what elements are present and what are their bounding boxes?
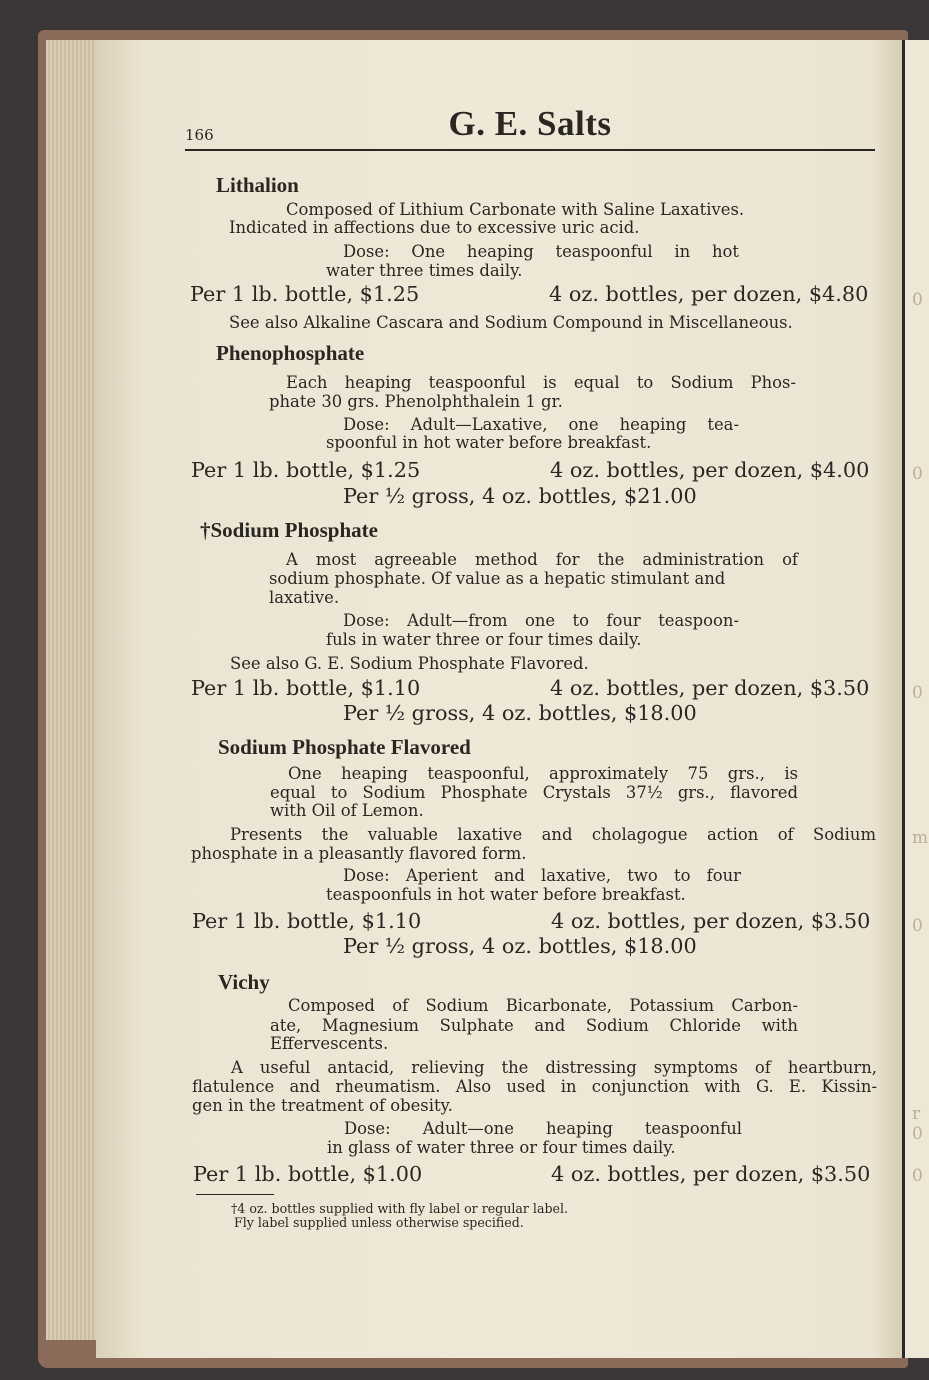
lithalion-dose: water three times daily.: [326, 261, 523, 280]
footnote-rule: [196, 1194, 274, 1195]
flavored-dose: Dose: Aperient and laxative, two to four: [343, 866, 741, 885]
sodium-phosphate-price-bottle: Per 1 lb. bottle, $1.10: [191, 676, 421, 700]
page-title: G. E. Salts: [448, 104, 612, 143]
facing-page-edge: [902, 40, 929, 1358]
vichy-price-bottle: Per 1 lb. bottle, $1.00: [193, 1162, 423, 1186]
sodium-phosphate-desc: A most agreeable method for the administration of: [286, 550, 798, 569]
vichy-desc: ate, Magnesium Sulphate and Sodium Chloride with: [270, 1016, 798, 1035]
phenophosphate-price-gross: Per ½ gross, 4 oz. bottles, $21.00: [343, 484, 697, 508]
flavored-presents: Presents the valuable laxative and cholagogue action of Sodium: [230, 825, 876, 844]
lithalion-see-also: See also Alkaline Cascara and Sodium Compound in Miscellaneous.: [229, 313, 793, 332]
sodium-phosphate-see-also: See also G. E. Sodium Phosphate Flavored.: [230, 654, 589, 673]
flavored-presents: phosphate in a pleasantly flavored form.: [191, 844, 527, 863]
edge-mark: 0: [912, 683, 923, 703]
sodium-phosphate-desc: sodium phosphate. Of value as a hepatic stimulant and: [269, 569, 726, 588]
edge-mark: 0: [912, 290, 923, 310]
sodium-phosphate-dose: Dose: Adult—from one to four teaspoon-: [343, 611, 739, 630]
vichy-dose: in glass of water three or four times daily.: [327, 1138, 676, 1157]
flavored-price-bottle: Per 1 lb. bottle, $1.10: [192, 909, 422, 933]
lithalion-dose: Dose: One heaping teaspoonful in hot: [343, 242, 739, 261]
phenophosphate-dose: Dose: Adult—Laxative, one heaping tea-: [343, 415, 739, 434]
vichy-heading: Vichy: [218, 970, 270, 994]
sodium-phosphate-heading: †Sodium Phosphate: [200, 518, 378, 542]
edge-mark: 0: [912, 1124, 923, 1144]
edge-mark: 0: [912, 464, 923, 484]
lithalion-heading: Lithalion: [216, 173, 299, 197]
phenophosphate-dose: spoonful in hot water before breakfast.: [326, 433, 652, 452]
sodium-phosphate-price-dozen: 4 oz. bottles, per dozen, $3.50: [550, 676, 870, 700]
lithalion-price-dozen: 4 oz. bottles, per dozen, $4.80: [549, 282, 869, 306]
sodium-phosphate-dose: fuls in water three or four times daily.: [326, 630, 642, 649]
vichy-usage: A useful antacid, relieving the distressing symptoms of heartburn,: [231, 1058, 877, 1077]
lithalion-desc: Composed of Lithium Carbonate with Saline Laxatives.: [286, 200, 745, 219]
footnote-line: Fly label supplied unless otherwise specified.: [234, 1215, 524, 1230]
phenophosphate-desc: phate 30 grs. Phenolphthalein 1 gr.: [269, 392, 563, 411]
phenophosphate-desc: Each heaping teaspoonful is equal to Sodium Phos-: [286, 373, 796, 392]
flavored-desc: One heaping teaspoonful, approximately 75 grs., is: [288, 764, 798, 783]
vichy-desc: Effervescents.: [270, 1034, 389, 1053]
page-number: 166: [185, 126, 214, 144]
footnote-line: †4 oz. bottles supplied with fly label or regular label.: [231, 1201, 568, 1216]
sodium-phosphate-desc: laxative.: [269, 588, 340, 607]
header-rule: [185, 149, 875, 151]
edge-mark: r: [912, 1104, 921, 1124]
phenophosphate-price-bottle: Per 1 lb. bottle, $1.25: [191, 458, 421, 482]
edge-mark: 0: [912, 1166, 923, 1186]
vichy-dose: Dose: Adult—one heaping teaspoonful: [344, 1119, 742, 1138]
lithalion-desc: Indicated in affections due to excessive uric acid.: [229, 218, 640, 237]
vichy-desc: Composed of Sodium Bicarbonate, Potassium Carbon-: [288, 996, 798, 1015]
flavored-desc: with Oil of Lemon.: [270, 801, 424, 820]
phenophosphate-heading: Phenophosphate: [216, 341, 365, 365]
phenophosphate-price-dozen: 4 oz. bottles, per dozen, $4.00: [550, 458, 870, 482]
sodium-phosphate-price-gross: Per ½ gross, 4 oz. bottles, $18.00: [343, 701, 697, 725]
edge-mark: m: [912, 828, 929, 848]
vichy-usage: gen in the treatment of obesity.: [192, 1096, 453, 1115]
flavored-price-gross: Per ½ gross, 4 oz. bottles, $18.00: [343, 934, 697, 958]
lithalion-price-bottle: Per 1 lb. bottle, $1.25: [190, 282, 420, 306]
flavored-heading: Sodium Phosphate Flavored: [218, 735, 471, 759]
flavored-dose: teaspoonfuls in hot water before breakfast.: [326, 885, 686, 904]
flavored-price-dozen: 4 oz. bottles, per dozen, $3.50: [551, 909, 871, 933]
flavored-desc: equal to Sodium Phosphate Crystals 37½ grs., flavored: [270, 783, 798, 802]
edge-mark: 0: [912, 916, 923, 936]
vichy-price-dozen: 4 oz. bottles, per dozen, $3.50: [551, 1162, 871, 1186]
vichy-usage: flatulence and rheumatism. Also used in conjunction with G. E. Kissin-: [192, 1077, 877, 1096]
